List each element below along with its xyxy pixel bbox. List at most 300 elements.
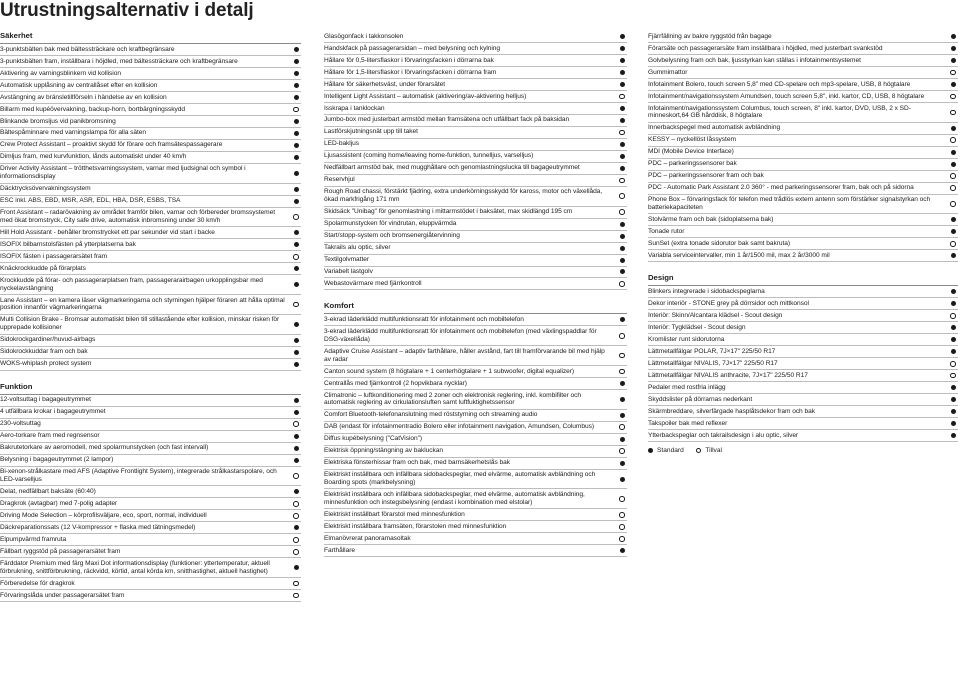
marker	[617, 317, 627, 322]
optional-ring-icon	[619, 496, 625, 502]
marker	[291, 458, 301, 463]
standard-dot-icon	[620, 258, 625, 263]
marker	[948, 185, 958, 191]
equipment-row	[324, 43, 627, 55]
equipment-row	[0, 140, 301, 152]
equipment-label: Crew Protect Assistant – proaktivt skydd för förare och framsätespassagerare	[0, 141, 223, 149]
equipment-label: MDI (Mobile Device Interface)	[648, 148, 734, 156]
section-heading: Funktion	[0, 382, 301, 395]
equipment-row	[0, 486, 301, 498]
equipment-row	[324, 31, 627, 43]
marker	[948, 373, 958, 379]
marker	[617, 130, 627, 136]
standard-dot-icon	[620, 166, 625, 171]
standard-dot-icon	[294, 458, 299, 463]
marker	[617, 437, 627, 442]
marker	[948, 241, 958, 247]
marker	[617, 524, 627, 530]
standard-dot-icon	[951, 46, 956, 51]
equipment-label: Aktivering av varningsblinkern vid kollision	[0, 69, 121, 77]
marker	[948, 325, 958, 330]
legend-tillval: Tillval	[705, 447, 722, 455]
equipment-label: Golvbelysning fram och bak, ljusstyrkan kan ställas i infotainmentsystemet	[648, 56, 861, 64]
equipment-row	[324, 207, 627, 219]
marker	[617, 166, 627, 171]
equipment-row	[324, 175, 627, 187]
marker	[617, 178, 627, 184]
equipment-row	[648, 67, 958, 79]
equipment-row	[648, 358, 958, 370]
equipment-row	[324, 446, 627, 458]
standard-dot-icon	[620, 317, 625, 322]
marker	[617, 193, 627, 199]
standard-dot-icon	[951, 229, 956, 234]
marker	[291, 549, 301, 555]
optional-ring-icon	[293, 107, 299, 113]
equipment-row	[648, 214, 958, 226]
marker	[948, 409, 958, 414]
equipment-row	[648, 430, 958, 442]
standard-dot-icon	[620, 106, 625, 111]
marker	[617, 70, 627, 75]
equipment-label: Billarm med kupéövervakning, backup-horn, bortbärgningsskydd	[0, 105, 186, 113]
marker	[291, 537, 301, 543]
equipment-label: KESSY – nyckellöst låssystem	[648, 136, 736, 144]
equipment-label: PDC – parkeringssensorer bak	[648, 160, 737, 168]
equipment-row	[648, 298, 958, 310]
equipment-label: Intelligent Light Assistant – automatisk (aktivering/av-aktivering helljus)	[324, 92, 527, 100]
equipment-label: Avstängning av bränsletillförseln i händelse av en kollision	[0, 93, 167, 101]
equipment-row	[324, 55, 627, 67]
standard-dot-icon	[620, 397, 625, 402]
standard-dot-icon	[951, 82, 956, 87]
equipment-row	[0, 590, 301, 602]
standard-dot-icon	[951, 58, 956, 63]
marker	[291, 187, 301, 192]
equipment-label: Däcktrycksövervakningssystem	[0, 185, 91, 193]
optional-ring-icon	[293, 537, 299, 543]
equipment-label: Skärmbreddare, silverfärgade hasplåtsdekor fram och bak	[648, 407, 815, 415]
equipment-label: Lane Assistant – en kamera läser vägmarkeringarna och styrningen hjälper föraren att hålla optimal position innanför vägmarkeringarna	[0, 296, 285, 312]
equipment-label: Belysning i bagageutrymmet (2 lampor)	[0, 456, 114, 464]
equipment-row	[0, 431, 301, 443]
equipment-row	[324, 509, 627, 521]
marker	[617, 258, 627, 263]
marker	[617, 154, 627, 159]
equipment-row	[0, 251, 301, 263]
equipment-label: Canton sound system (8 högtalare + 1 centerhögtalare + 1 subwoofer, digital equalizer)	[324, 367, 575, 375]
equipment-label: Förarsäte och passagerarsäte fram inställbara i höjdled, med justerbart svankstöd	[648, 44, 883, 52]
marker	[617, 424, 627, 430]
standard-dot-icon	[620, 46, 625, 51]
equipment-row	[648, 418, 958, 430]
equipment-row	[648, 123, 958, 135]
equipment-label: Sidokrockgardiner/huvud-airbags	[0, 336, 96, 344]
equipment-row	[324, 67, 627, 79]
equipment-row	[648, 310, 958, 322]
optional-ring-icon	[619, 130, 625, 136]
marker	[617, 461, 627, 466]
equipment-row	[648, 79, 958, 91]
equipment-row	[0, 56, 301, 68]
equipment-label: Kromlister runt sidorutorna	[648, 335, 725, 343]
optional-ring-icon	[696, 448, 702, 454]
equipment-label: Ytterbackspeglar och takrailsdesign i alu optic, silver	[648, 431, 799, 439]
equipment-label: Lättmetallfälgar POLAR, 7J×17" 225/50 R17	[648, 347, 776, 355]
equipment-row	[324, 243, 627, 255]
equipment-label: Bi-xenon-strålkastare med AFS (Adaptive Frontlight System), integrerade strålkastarspolare, och LED-varselljus	[0, 468, 277, 483]
equipment-label: Reservhjul	[324, 176, 355, 184]
marker	[617, 397, 627, 402]
equipment-row	[648, 183, 958, 195]
equipment-row	[0, 295, 301, 315]
marker	[617, 118, 627, 123]
equipment-label: Elektriskt inställbara och infällbara sidobackspeglar, med elvärme, automatisk avbländning, minnesfunktion och instegsbelysning (endast i kombination med elstolar)	[324, 491, 585, 506]
optional-ring-icon	[293, 214, 299, 220]
equipment-row	[324, 127, 627, 139]
equipment-label: Elektriskt inställbara och infällbara sidobackspeglar, med elvärme, automatisk avbländning och Boarding spots (markbelysning)	[324, 471, 596, 487]
equipment-row	[0, 510, 301, 522]
marker	[948, 162, 958, 167]
equipment-row	[648, 159, 958, 171]
equipment-row	[648, 43, 958, 55]
standard-dot-icon	[294, 362, 299, 367]
standard-dot-icon	[294, 266, 299, 271]
standard-dot-icon	[951, 217, 956, 222]
standard-dot-icon	[620, 437, 625, 442]
equipment-row	[324, 521, 627, 533]
equipment-label: Start/stopp-system och bromsenergiåtervinning	[324, 232, 460, 240]
standard-dot-icon	[294, 131, 299, 136]
equipment-label: Adaptive Cruise Assistant – adaptiv farthållare, håller avstånd, fart till framförvarande bil med hjälp av radar	[324, 347, 605, 363]
marker	[291, 322, 301, 327]
standard-dot-icon	[294, 143, 299, 148]
standard-dot-icon	[620, 82, 625, 87]
standard-dot-icon	[294, 187, 299, 192]
equipment-label: Innerbackspegel med automatisk avbländning	[648, 124, 781, 132]
standard-dot-icon	[294, 525, 299, 530]
equipment-row	[324, 115, 627, 127]
standard-dot-icon	[294, 199, 299, 204]
optional-ring-icon	[950, 173, 956, 179]
equipment-row	[0, 498, 301, 510]
equipment-row	[324, 326, 627, 346]
equipment-row	[0, 152, 301, 164]
equipment-row	[324, 458, 627, 470]
equipment-label: Ljusassistent (coming home/leaving home-funktion, tunnelljus, varselljus)	[324, 152, 534, 160]
equipment-row	[324, 366, 627, 378]
marker	[948, 70, 958, 76]
marker	[948, 173, 958, 179]
marker	[291, 83, 301, 88]
equipment-row	[648, 171, 958, 183]
equipment-row	[0, 522, 301, 534]
equipment-label: Variabelt lastgolv	[324, 268, 373, 276]
equipment-row	[648, 135, 958, 147]
equipment-row	[648, 382, 958, 394]
equipment-label: Takrails alu optic, silver	[324, 244, 391, 252]
equipment-label: Elmanövrerat panoramasoltak	[324, 534, 411, 542]
equipment-row	[648, 286, 958, 298]
column-3	[648, 31, 958, 454]
equipment-row	[648, 322, 958, 334]
equipment-label: Centrallås med fjärrkontroll (2 hopvikbara nycklar)	[324, 379, 467, 387]
marker	[291, 434, 301, 439]
equipment-label: Driving Mode Selection – körprofilsväljare, eco, sport, normal, individuell	[0, 511, 207, 519]
marker	[291, 155, 301, 160]
optional-ring-icon	[950, 94, 956, 100]
marker	[617, 477, 627, 482]
equipment-row	[324, 163, 627, 175]
optional-ring-icon	[619, 448, 625, 454]
marker	[291, 199, 301, 204]
equipment-row	[0, 104, 301, 116]
standard-dot-icon	[951, 162, 956, 167]
standard-dot-icon	[951, 421, 956, 426]
equipment-label: PDC - Automatic Park Assistant 2.0 360° - med parkeringssensorer fram, bak och på sidorna	[648, 184, 914, 192]
standard-dot-icon	[951, 253, 956, 258]
optional-ring-icon	[293, 513, 299, 519]
equipment-row	[648, 91, 958, 103]
standard-dot-icon	[620, 269, 625, 274]
marker	[617, 369, 627, 375]
equipment-row	[0, 80, 301, 92]
marker	[617, 209, 627, 215]
marker	[948, 110, 958, 116]
marker	[948, 349, 958, 354]
marker	[948, 361, 958, 367]
marker	[948, 137, 958, 143]
marker	[948, 217, 958, 222]
equipment-label: Elpumpvärmd framruta	[0, 535, 67, 543]
equipment-label: Däckreparationssats (12 V-kompressor + flaska med tätningsmedel)	[0, 523, 196, 531]
equipment-row	[0, 315, 301, 335]
standard-dot-icon	[951, 34, 956, 39]
equipment-row	[0, 227, 301, 239]
optional-ring-icon	[950, 241, 956, 247]
equipment-label: 4 utfällbara krokar i bagageutrymmet	[0, 408, 106, 416]
equipment-label: Infotainment/navigationssystem Amundsen, touch screen 5,8", inkl. kartor, CD, USB, 8 högtalare	[648, 92, 925, 100]
marker	[291, 59, 301, 64]
equipment-label: 3-ekrad läderklädd multifunktionsratt för infotainment och mobiltelefon	[324, 316, 524, 324]
marker	[291, 525, 301, 530]
marker	[617, 46, 627, 51]
standard-dot-icon	[620, 234, 625, 239]
standard-dot-icon	[951, 433, 956, 438]
standard-dot-icon	[620, 70, 625, 75]
equipment-row	[0, 275, 301, 295]
optional-ring-icon	[950, 313, 956, 319]
equipment-row	[648, 346, 958, 358]
equipment-label: Gummimattor	[648, 68, 688, 76]
standard-dot-icon	[294, 171, 299, 176]
optional-ring-icon	[293, 581, 299, 587]
standard-dot-icon	[620, 34, 625, 39]
marker	[617, 536, 627, 542]
equipment-label: Textilgolvmatter	[324, 256, 370, 264]
marker	[291, 131, 301, 136]
marker	[291, 143, 301, 148]
marker	[617, 512, 627, 518]
equipment-row	[648, 226, 958, 238]
optional-ring-icon	[293, 473, 299, 479]
standard-dot-icon	[620, 154, 625, 159]
equipment-label: Webastovärmare med fjärrkontroll	[324, 280, 422, 288]
equipment-label: Knäckrockkudde på förarplats	[0, 264, 86, 272]
equipment-row	[324, 314, 627, 326]
marker	[948, 201, 958, 207]
equipment-label: LED-bakljus	[324, 140, 359, 148]
equipment-label: Nedfällbart armstöd bak, med mugghållare och genomlastningslucka till bagageutrymmet	[324, 164, 580, 172]
section-heading: Komfort	[324, 301, 627, 314]
marker	[291, 410, 301, 415]
column-1	[0, 31, 301, 602]
equipment-row	[0, 239, 301, 251]
marker	[948, 433, 958, 438]
equipment-label: Dragkrok (avtagbar) med 7-polig adapter	[0, 499, 118, 507]
standard-dot-icon	[620, 58, 625, 63]
standard-dot-icon	[294, 242, 299, 247]
equipment-label: Phone Box – förvaringsfack för telefon med trådlös extern antenn som förstärker signalstyrkan och batteriekapaciteten	[648, 196, 931, 211]
marker	[948, 34, 958, 39]
equipment-row	[648, 394, 958, 406]
marker	[291, 266, 301, 271]
equipment-label: Spolarmunstycken för vindrutan, eluppvärmda	[324, 220, 457, 228]
standard-dot-icon	[951, 349, 956, 354]
standard-dot-icon	[951, 385, 956, 390]
marker	[948, 253, 958, 258]
marker	[291, 171, 301, 176]
optional-ring-icon	[950, 137, 956, 143]
equipment-row	[324, 255, 627, 267]
equipment-label: DAB (endast för infotainmentradio Bolero eller infotainment navigation, Amundsen, Columbus)	[324, 423, 594, 431]
equipment-row	[324, 219, 627, 231]
standard-dot-icon	[620, 381, 625, 386]
equipment-row	[0, 164, 301, 184]
marker	[948, 229, 958, 234]
equipment-label: Farthållare	[324, 546, 355, 554]
equipment-row	[0, 578, 301, 590]
equipment-label: WOKS-whiplash protect system	[0, 360, 92, 368]
equipment-row	[324, 434, 627, 446]
marker	[617, 269, 627, 274]
standard-dot-icon	[294, 350, 299, 355]
column-2	[324, 31, 627, 557]
equipment-row	[324, 267, 627, 279]
marker	[948, 289, 958, 294]
marker	[291, 254, 301, 260]
equipment-row	[0, 407, 301, 419]
equipment-label: Tonade rutor	[648, 227, 685, 235]
equipment-label: Pedaler med rostfria inlägg	[648, 383, 726, 391]
equipment-label: Dimljus fram, med kurvfunktion, lånds automatiskt under 40 km/h	[0, 153, 187, 161]
marker	[948, 385, 958, 390]
equipment-row	[648, 406, 958, 418]
equipment-label: Blinkers integrerade i sidobackspeglarna	[648, 287, 765, 295]
equipment-label: ESC inkl. ABS, EBD, MSR, ASR, EDL, HBA, DSR, ESBS, TSA	[0, 197, 181, 205]
marker	[948, 337, 958, 342]
equipment-row	[324, 278, 627, 290]
standard-dot-icon	[620, 118, 625, 123]
equipment-label: Bältespåminnare med varningslampa för alla säten	[0, 129, 147, 137]
equipment-row	[324, 231, 627, 243]
equipment-row	[0, 558, 301, 578]
marker	[291, 581, 301, 587]
standard-dot-icon	[620, 548, 625, 553]
equipment-row	[648, 370, 958, 382]
marker	[291, 501, 301, 507]
equipment-row	[324, 545, 627, 557]
equipment-row	[648, 250, 958, 262]
standard-dot-icon	[951, 397, 956, 402]
legend-standard: Standard	[657, 447, 684, 455]
optional-ring-icon	[619, 281, 625, 287]
equipment-row	[648, 103, 958, 123]
optional-ring-icon	[293, 501, 299, 507]
equipment-label: Multi Collision Brake - Bromsar automatiskt bilen till stillastående efter kollision, minskar risken för upprepade kollisioner	[0, 316, 280, 332]
equipment-label: 3-ekrad läderklädd multifunktionsratt för infotainment och mobiltelefon (med växlingspaddlar för DSG-växellåda)	[324, 328, 597, 343]
standard-dot-icon	[294, 83, 299, 88]
marker	[617, 448, 627, 454]
standard-dot-icon	[294, 155, 299, 160]
equipment-row	[0, 467, 301, 487]
standard-dot-icon	[294, 338, 299, 343]
equipment-label: Bakrutetorkare av aeromodell, med spolarmunstycken (och fast intervall)	[0, 444, 209, 452]
marker	[291, 95, 301, 100]
equipment-row	[0, 335, 301, 347]
marker	[617, 413, 627, 418]
equipment-label: Hållare för säkerhetsväst, under förarsätet	[324, 80, 445, 88]
optional-ring-icon	[619, 353, 625, 359]
marker	[948, 397, 958, 402]
equipment-label: Förberedelse för dragkrok	[0, 579, 75, 587]
equipment-row	[324, 489, 627, 509]
equipment-row	[324, 79, 627, 91]
equipment-row	[324, 187, 627, 207]
marker	[291, 230, 301, 235]
equipment-row	[0, 546, 301, 558]
equipment-label: Interiör: Tygklädsel - Scout design	[648, 323, 746, 331]
marker	[291, 107, 301, 113]
marker	[617, 222, 627, 227]
standard-dot-icon	[951, 337, 956, 342]
equipment-label: Handskfack på passagerarsidan – med belysning och kylning	[324, 44, 501, 52]
marker	[617, 353, 627, 359]
equipment-row	[324, 151, 627, 163]
equipment-label: PDC – parkeringssensorer fram och bak	[648, 172, 764, 180]
page-title: Utrustningsalternativ i detalj	[0, 0, 254, 21]
optional-ring-icon	[293, 593, 299, 599]
optional-ring-icon	[619, 209, 625, 215]
equipment-label: Elektriskt inställbart förarstol med minnesfunktion	[324, 510, 465, 518]
equipment-row	[648, 147, 958, 159]
standard-dot-icon	[294, 71, 299, 76]
equipment-row	[0, 419, 301, 431]
marker	[948, 421, 958, 426]
equipment-label: Comfort Bluetooth-telefonanslutning med röststyrning och streaming audio	[324, 411, 538, 419]
marker	[617, 548, 627, 553]
marker	[617, 82, 627, 87]
equipment-label: Elektriska fönsterhissar fram och bak, med barnsäkerhetslås bak	[324, 459, 510, 467]
equipment-label: 230-voltsuttag	[0, 420, 41, 428]
marker	[291, 565, 301, 570]
equipment-row	[648, 55, 958, 67]
optional-ring-icon	[293, 421, 299, 427]
standard-dot-icon	[294, 95, 299, 100]
optional-ring-icon	[950, 110, 956, 116]
equipment-row	[648, 195, 958, 215]
standard-dot-icon	[294, 47, 299, 52]
